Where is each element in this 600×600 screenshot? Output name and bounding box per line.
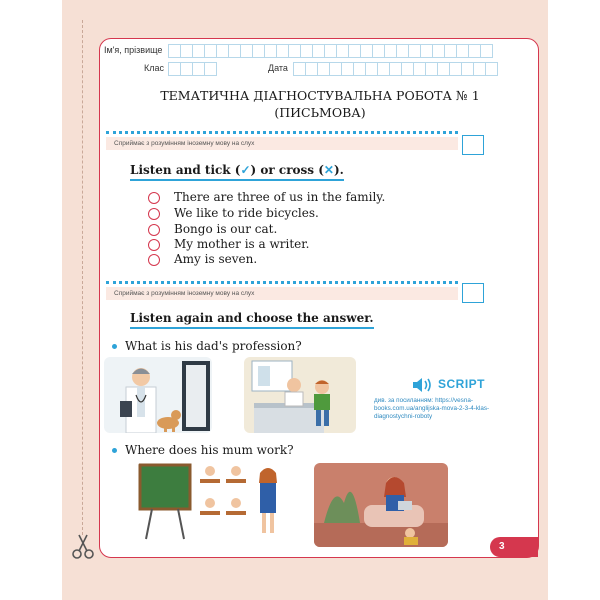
doctor-illustration	[104, 357, 212, 433]
title-line-1: ТЕМАТИЧНА ДІАГНОСТУВАЛЬНА РОБОТА № 1	[160, 88, 480, 103]
date-label: Дата	[268, 63, 288, 73]
statement-text: Bongo is our cat.	[174, 222, 278, 236]
task-heading: Listen again and choose the answer.	[130, 311, 374, 329]
answer-circle[interactable]	[148, 224, 160, 236]
name-field[interactable]	[168, 44, 492, 58]
scissors-icon	[70, 532, 96, 560]
doctor-picture[interactable]	[104, 357, 212, 433]
script-link[interactable]: див. за посиланням: https://vesna-books.com.ua/anglijska-mova-2-3-4-klas-diagnostychni-roboty	[374, 397, 490, 420]
answer-circle[interactable]	[148, 192, 160, 204]
cut-line	[82, 20, 83, 535]
home-office-illustration	[314, 463, 448, 547]
answer-circle[interactable]	[148, 239, 160, 251]
class-label: Клас	[144, 63, 164, 73]
clinic-illustration	[244, 357, 356, 433]
name-row	[100, 43, 539, 59]
score-box[interactable]	[462, 135, 484, 155]
class-field[interactable]	[168, 62, 216, 76]
name-label: Ім'я, прізвище	[104, 45, 163, 55]
statement-text: We like to ride bicycles.	[174, 206, 319, 220]
task-heading: Listen and tick (✓) or cross (✕).	[130, 163, 344, 181]
worksheet-frame	[99, 38, 539, 558]
title-line-2: (ПИСЬМОВА)	[274, 105, 366, 120]
script-label: SCRIPT	[438, 377, 486, 391]
section-divider	[106, 131, 458, 134]
cross-icon: ✕	[323, 163, 334, 177]
tick-icon: ✓	[240, 163, 251, 177]
classroom-illustration	[138, 461, 288, 543]
speaker-icon	[412, 377, 434, 393]
question-2: Where does his mum work?	[112, 443, 294, 457]
answer-circle[interactable]	[148, 254, 160, 266]
page-number-tab	[490, 537, 538, 557]
bullet-icon	[112, 344, 117, 349]
page-title	[100, 87, 539, 121]
section-divider	[106, 281, 458, 284]
home-office-picture[interactable]	[314, 463, 448, 547]
script-button[interactable]	[412, 377, 486, 395]
statement-text: There are three of us in the family.	[174, 190, 386, 204]
statement-text: Amy is seven.	[174, 252, 258, 266]
score-box[interactable]	[462, 283, 484, 303]
answer-circle[interactable]	[148, 208, 160, 220]
skill-label: Сприймає з розумінням іноземну мову на слух	[106, 137, 458, 150]
question-1: What is his dad's profession?	[112, 339, 302, 353]
skill-label: Сприймає з розумінням іноземну мову на слух	[106, 287, 458, 300]
clinic-picture[interactable]	[244, 357, 356, 433]
classroom-picture[interactable]	[138, 461, 288, 543]
date-field[interactable]	[293, 62, 497, 76]
statement-text: My mother is a writer.	[174, 237, 310, 251]
bullet-icon	[112, 448, 117, 453]
page-number: 3	[499, 541, 505, 552]
class-date-row	[100, 61, 539, 77]
